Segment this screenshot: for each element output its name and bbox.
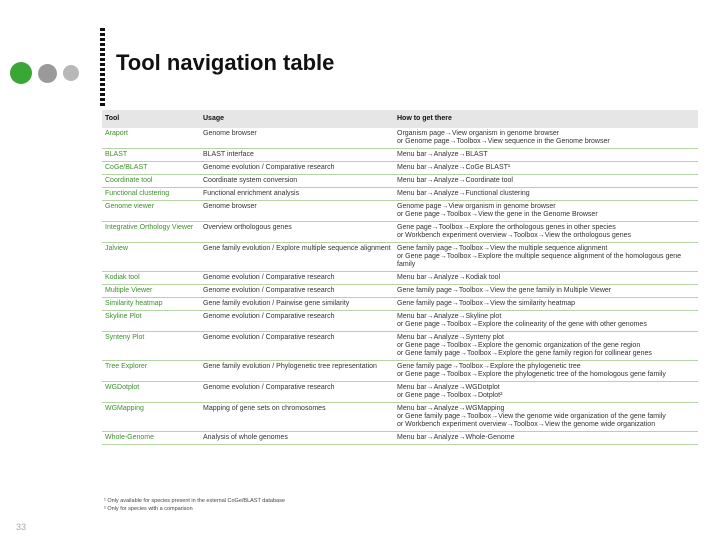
how-to-get-there-cell: Gene family page→Toolbox→View the similarity heatmap bbox=[394, 298, 698, 311]
table-row bbox=[102, 332, 698, 361]
tool-cell: WGDotplot bbox=[102, 382, 200, 403]
how-to-get-there-cell: Menu bar→Analyze→WGDotplot or Gene page→Toolbox→Dotplot² bbox=[394, 382, 698, 403]
usage-cell: Genome evolution / Comparative research bbox=[200, 162, 394, 175]
how-to-get-there-cell: Menu bar→Analyze→Whole-Genome bbox=[394, 432, 698, 445]
tool-cell: Synteny Plot bbox=[102, 332, 200, 361]
decorative-dots bbox=[10, 62, 79, 84]
dotted-divider bbox=[100, 28, 105, 106]
tool-cell: BLAST bbox=[102, 149, 200, 162]
usage-cell: Mapping of gene sets on chromosomes bbox=[200, 403, 394, 432]
footnotes bbox=[104, 497, 285, 513]
column-header-usage: Usage bbox=[200, 110, 394, 128]
column-header-how: How to get there bbox=[394, 110, 698, 128]
how-to-get-there-cell: Menu bar→Analyze→WGMapping or Gene family page→Toolbox→View the genome wide organization of the gene family or Workbench experiment overview→Toolbox→View the genome wide organization bbox=[394, 403, 698, 432]
tool-cell: CoGe/BLAST bbox=[102, 162, 200, 175]
how-to-get-there-cell: Gene family page→Toolbox→View the multiple sequence alignment or Gene page→Toolbox→Explore the multiple sequence alignment of the homologous gene family bbox=[394, 243, 698, 272]
table-row bbox=[102, 272, 698, 285]
table-row bbox=[102, 432, 698, 445]
how-to-get-there-cell: Menu bar→Analyze→Functional clustering bbox=[394, 188, 698, 201]
tool-cell: Whole-Genome bbox=[102, 432, 200, 445]
green-dot-icon bbox=[10, 62, 32, 84]
column-header-tool: Tool bbox=[102, 110, 200, 128]
gray-dot-icon bbox=[63, 65, 79, 81]
tool-cell: Coordinate tool bbox=[102, 175, 200, 188]
tool-cell: Skyline Plot bbox=[102, 311, 200, 332]
tool-navigation-table bbox=[102, 110, 698, 445]
usage-cell: Gene family evolution / Explore multiple sequence alignment bbox=[200, 243, 394, 272]
page-number: 33 bbox=[16, 522, 27, 532]
usage-cell: Genome browser bbox=[200, 128, 394, 149]
usage-cell: Overview orthologous genes bbox=[200, 222, 394, 243]
table-header-row bbox=[102, 110, 698, 128]
table-row bbox=[102, 201, 698, 222]
usage-cell: BLAST interface bbox=[200, 149, 394, 162]
how-to-get-there-cell: Organism page→View organism in genome browser or Genome page→Toolbox→View sequence in the Genome browser bbox=[394, 128, 698, 149]
how-to-get-there-cell: Menu bar→Analyze→Kodiak tool bbox=[394, 272, 698, 285]
table-row bbox=[102, 243, 698, 272]
usage-cell: Genome browser bbox=[200, 201, 394, 222]
table-row bbox=[102, 382, 698, 403]
how-to-get-there-cell: Genome page→View organism in genome browser or Gene page→Toolbox→View the gene in the Genome Browser bbox=[394, 201, 698, 222]
usage-cell: Genome evolution / Comparative research bbox=[200, 272, 394, 285]
table-row bbox=[102, 128, 698, 149]
table-row bbox=[102, 298, 698, 311]
how-to-get-there-cell: Gene family page→Toolbox→Explore the phylogenetic tree or Gene page→Toolbox→Explore the phylogenetic tree of the homologous gene family bbox=[394, 361, 698, 382]
tool-cell: Multiple Viewer bbox=[102, 285, 200, 298]
how-to-get-there-cell: Menu bar→Analyze→BLAST bbox=[394, 149, 698, 162]
table-row bbox=[102, 175, 698, 188]
how-to-get-there-cell: Menu bar→Analyze→Skyline plot or Gene page→Toolbox→Explore the colinearity of the gene with other genomes bbox=[394, 311, 698, 332]
how-to-get-there-cell: Gene page→Toolbox→Explore the orthologous genes in other species or Workbench experiment overview→Toolbox→View the orthologous genes bbox=[394, 222, 698, 243]
table-row bbox=[102, 162, 698, 175]
footnote: ² Only for species with a comparison bbox=[104, 506, 193, 512]
usage-cell: Coordinate system conversion bbox=[200, 175, 394, 188]
how-to-get-there-cell: Gene family page→Toolbox→View the gene family in Multiple Viewer bbox=[394, 285, 698, 298]
usage-cell: Gene family evolution / Phylogenetic tree representation bbox=[200, 361, 394, 382]
usage-cell: Genome evolution / Comparative research bbox=[200, 285, 394, 298]
tool-cell: Kodiak tool bbox=[102, 272, 200, 285]
tool-cell: Similarity heatmap bbox=[102, 298, 200, 311]
table-row bbox=[102, 361, 698, 382]
how-to-get-there-cell: Menu bar→Analyze→Coordinate tool bbox=[394, 175, 698, 188]
table-row bbox=[102, 311, 698, 332]
tool-cell: Genome viewer bbox=[102, 201, 200, 222]
tool-cell: WGMapping bbox=[102, 403, 200, 432]
tool-cell: Integrative Orthology Viewer bbox=[102, 222, 200, 243]
footnote: ¹ Only available for species present in the external CoGe/BLAST database bbox=[104, 498, 285, 504]
usage-cell: Genome evolution / Comparative research bbox=[200, 382, 394, 403]
table-row bbox=[102, 149, 698, 162]
table-row bbox=[102, 403, 698, 432]
tool-cell: Jalview bbox=[102, 243, 200, 272]
page-title: Tool navigation table bbox=[116, 50, 335, 75]
tool-cell: Tree Explorer bbox=[102, 361, 200, 382]
usage-cell: Functional enrichment analysis bbox=[200, 188, 394, 201]
usage-cell: Genome evolution / Comparative research bbox=[200, 311, 394, 332]
table-row bbox=[102, 222, 698, 243]
tool-cell: Araport bbox=[102, 128, 200, 149]
table-row bbox=[102, 188, 698, 201]
usage-cell: Analysis of whole genomes bbox=[200, 432, 394, 445]
how-to-get-there-cell: Menu bar→Analyze→Synteny plot or Gene page→Toolbox→Explore the genomic organization of the gene region or Gene family page→Toolbox→Explore the gene family region for collinear genes bbox=[394, 332, 698, 361]
table-row bbox=[102, 285, 698, 298]
gray-dot-icon bbox=[38, 64, 57, 83]
usage-cell: Genome evolution / Comparative research bbox=[200, 332, 394, 361]
usage-cell: Gene family evolution / Pairwise gene similarity bbox=[200, 298, 394, 311]
tool-cell: Functional clustering bbox=[102, 188, 200, 201]
how-to-get-there-cell: Menu bar→Analyze→CoGe BLAST¹ bbox=[394, 162, 698, 175]
